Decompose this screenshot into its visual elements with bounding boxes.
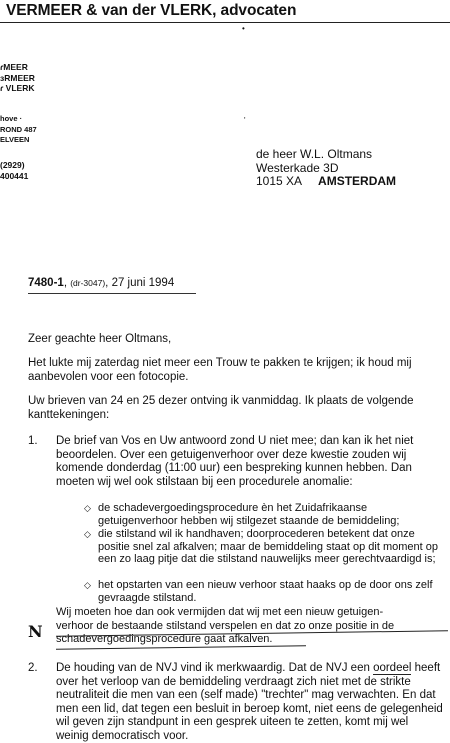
bullet-item: de schadevergoedingsprocedure èn het Zuidafrikaanse getuigenverhoor hebben wij stilgezet staande de bemiddeling; bbox=[98, 502, 400, 527]
office-address bbox=[0, 114, 37, 146]
paragraph-1: Het lukte mij zaterdag niet meer een Trouw te pakken te krijgen; ik houd mij aanbevolen voor een fotocopie. bbox=[28, 357, 412, 383]
scan-speck: ' bbox=[244, 116, 246, 125]
phone-line: 400441 bbox=[0, 170, 29, 181]
reference-number: 7480-1 bbox=[28, 277, 64, 289]
reference-underline bbox=[28, 293, 196, 294]
item-1-number: 1. bbox=[28, 435, 38, 447]
conclusion-line: verhoor de bestaande stilstand verspelen en dat zo onze positie in de bbox=[56, 619, 395, 632]
office-phones bbox=[0, 160, 28, 181]
reference-line: 7480-1, (dr-3047), 27 juni 1994 bbox=[28, 277, 175, 289]
recipient-address bbox=[256, 148, 396, 189]
bullet-item: het opstarten van een nieuw verhoor staat haaks op de door ons zelf gevraagde stilstand. bbox=[98, 579, 433, 604]
item-1-text: De brief van Vos en Uw antwoord zond U niet mee; dan kan ik het niet beoordelen. Over een getuigenverhoor over deze kwestie zouden wij komende donderdag (11:00 uur) een bespreking kunnen hebben. Dan moeten wij wel ook stilstaan bij een procedurele anomalie: bbox=[56, 435, 414, 488]
partner-line: ɜRMEER bbox=[0, 72, 35, 83]
office-line: hove · bbox=[0, 114, 23, 123]
reference-sub: (dr-3047) bbox=[70, 278, 106, 288]
letter-date: 27 juni 1994 bbox=[111, 277, 175, 289]
scan-speck: • bbox=[242, 24, 245, 33]
item-2-underlined-word: oordeel bbox=[373, 662, 412, 674]
handwritten-margin-note: N bbox=[28, 622, 43, 641]
recipient-city-line bbox=[256, 175, 396, 189]
office-line: ELVEEN bbox=[0, 135, 30, 144]
conclusion-line: schadevergoedingsprocedure gaat afkalven. bbox=[56, 633, 273, 645]
bullet-item: die stilstand wil ik handhaven; doorprocederen betekent dat onze positie snel zal afkalven; maar de bemiddeling staat op dit moment op een zo laag pitje dat die stilstand nauwelijks meer gerechtvaardigd is; bbox=[98, 528, 438, 565]
item-2-rest: heeft over het verloop van de bemiddeling verdraagt zich niet met de strikte neutraliteit die men van een (self made) "trechter" mag verwachten. En dat men een lid, dat tegen een besluit in beroep komt, niet eens de gelegenheid wil geven zijn standpunt in een gesprek uiteen te zetten, komt mij wel weinig democratisch voor. bbox=[56, 662, 443, 742]
recipient-city: AMSTERDAM bbox=[318, 174, 397, 188]
recipient-name: de heer W.L. Oltmans bbox=[256, 147, 373, 161]
item-2-number: 2. bbox=[28, 662, 38, 674]
bullet-icon: ◇ bbox=[84, 529, 91, 539]
paragraph-2: Uw brieven van 24 en 25 dezer ontving ik vanmiddag. Ik plaats de volgende kanttekeningen: bbox=[28, 395, 414, 421]
item-2-text bbox=[56, 662, 444, 743]
salutation: Zeer geachte heer Oltmans, bbox=[28, 333, 172, 345]
item-2-lead: De houding van de NVJ vind ik merkwaardig. Dat de NVJ een bbox=[56, 662, 370, 674]
firm-name: VERMEER & van der VLERK, advocaten bbox=[6, 2, 297, 19]
conclusion-line: Wij moeten hoe dan ook vermijden dat wij met een nieuw getuigen- bbox=[56, 606, 384, 618]
partner-names bbox=[0, 62, 35, 94]
bullet-icon: ◇ bbox=[84, 580, 91, 590]
office-line: ROND 487 bbox=[0, 124, 37, 134]
letterhead-rule bbox=[0, 22, 450, 23]
phone-line: (2929) bbox=[0, 160, 25, 170]
partner-line: ɾ VLERK bbox=[0, 83, 35, 93]
item-1-conclusion bbox=[56, 606, 448, 647]
recipient-street: Westerkade 3D bbox=[256, 160, 339, 175]
recipient-postcode: 1015 XA bbox=[256, 174, 303, 188]
partner-line: ɾMEER bbox=[0, 62, 28, 72]
bullet-icon: ◇ bbox=[84, 503, 91, 513]
